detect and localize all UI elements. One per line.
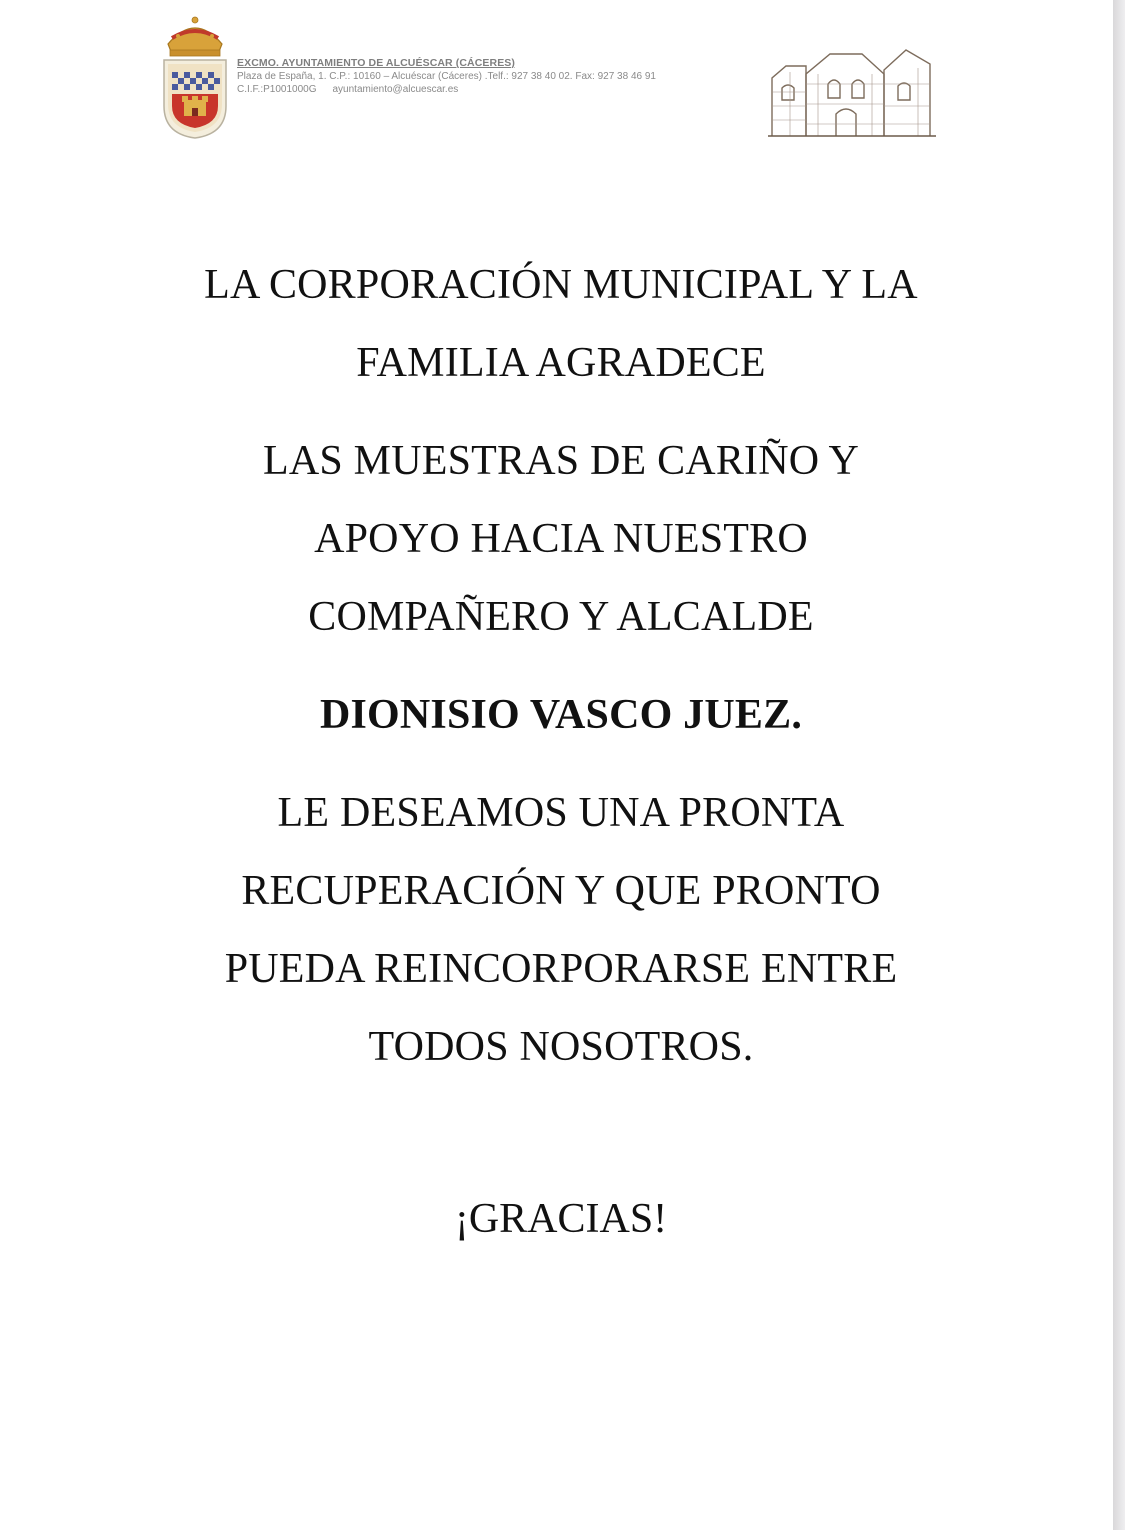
message-line: LAS MUESTRAS DE CARIÑO Y [263,438,859,484]
message-line: APOYO HACIA NUESTRO [314,516,808,562]
church-building-icon [766,44,938,138]
message-body [0,246,1122,1086]
coat-of-arms-icon [158,14,232,140]
message-line: PUEDA REINCORPORARSE ENTRE [224,946,898,992]
page-edge [1113,0,1125,1530]
letterhead-title: EXCMO. AYUNTAMIENTO DE ALCUÉSCAR (CÁCERES) [237,57,515,69]
letterhead-cif: C.I.F.:P1001000G [237,84,317,95]
message-line: COMPAÑERO Y ALCALDE [308,594,814,640]
message-line: TODOS NOSOTROS. [368,1024,754,1070]
message-line: FAMILIA AGRADECE [356,340,766,386]
message-line: RECUPERACIÓN Y QUE PRONTO [241,868,881,914]
honoree-name: DIONISIO VASCO JUEZ. [319,692,803,738]
letterhead-email: ayuntamiento@alcuescar.es [332,84,459,95]
letterhead-address: Plaza de España, 1. C.P.: 10160 – Alcuéscar (Cáceres) .Telf.: 927 38 40 02. Fax: 927 38 46 91 [237,71,656,82]
letterhead-cif-line [237,83,767,96]
message-line: LE DESEAMOS UNA PRONTA [277,790,845,836]
message-line: LA CORPORACIÓN MUNICIPAL Y LA [204,262,918,308]
letterhead [237,57,767,96]
thanks-text: ¡GRACIAS! [454,1196,668,1242]
